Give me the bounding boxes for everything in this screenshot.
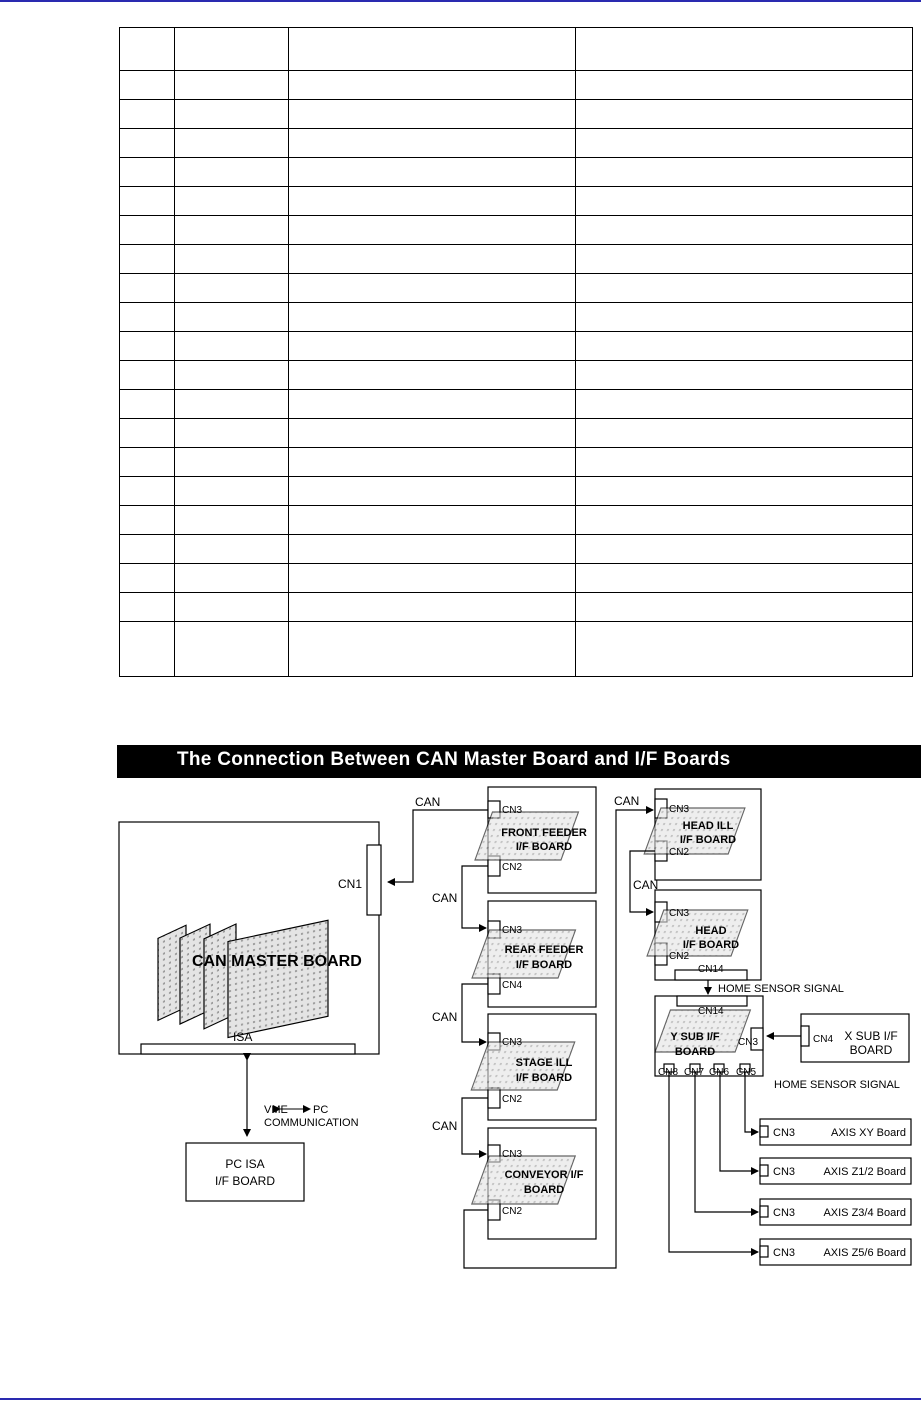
isa-label: ISA [233,1030,253,1044]
ys-cn3: CN3 [738,1037,759,1048]
st-cn2: CN2 [502,1094,523,1105]
diagram-labels [192,794,906,1259]
axis-xy-label: AXIS XY Board [830,1127,906,1139]
cv-line2: BOARD [523,1184,565,1196]
hd-cn14: CN14 [698,964,724,975]
ys-cn6: CN6 [709,1067,730,1078]
xs-line2: BOARD [849,1043,893,1057]
can-label-3: CAN [432,1010,458,1024]
can-label-6: CAN [633,878,659,892]
comm-line2: COMMUNICATION [264,1117,359,1129]
master-board-label: CAN MASTER BOARD [192,953,362,970]
footer-rule [0,1398,921,1400]
cv-line1: CONVEYOR I/F [504,1169,584,1181]
cn1-label: CN1 [338,877,363,891]
pc-isa-board [186,1143,304,1201]
home-sensor-2: HOME SENSOR SIGNAL [774,1079,900,1091]
hi-cn2: CN2 [669,847,690,858]
hi-line2: I/F BOARD [679,834,737,846]
hd-cn2: CN2 [669,951,690,962]
ff-line1: FRONT FEEDER [501,827,587,839]
comm-vme: VME [264,1104,288,1116]
axis-z56-label: AXIS Z5/6 Board [823,1247,906,1259]
axis-z56-cn: CN3 [773,1247,796,1259]
cv-cn2: CN2 [502,1206,523,1217]
axis-z12-label: AXIS Z1/2 Board [823,1166,906,1178]
xs-cn4: CN4 [813,1034,834,1045]
pc-isa-line2: I/F BOARD [214,1174,276,1188]
st-cn3: CN3 [502,1037,523,1048]
comm-pc: PC [313,1104,329,1116]
hi-cn3: CN3 [669,804,690,815]
xs-line1: X SUB I/F [844,1029,898,1043]
ys-cn7: CN7 [684,1067,705,1078]
rf-cn3: CN3 [502,925,523,936]
hi-line1: HEAD ILL [682,820,734,832]
rf-line2: I/F BOARD [515,959,573,971]
can-master-board [119,822,381,1054]
ys-cn5: CN5 [736,1067,757,1078]
ys-line2: BOARD [674,1046,716,1058]
axis-z12-cn: CN3 [773,1166,796,1178]
axis-z34-cn: CN3 [773,1207,796,1219]
ff-cn3: CN3 [502,805,523,816]
home-sensor-1: HOME SENSOR SIGNAL [718,983,844,995]
axis-connections [669,1072,758,1252]
cv-cn3: CN3 [502,1149,523,1160]
rf-cn4: CN4 [502,980,523,991]
st-line1: STAGE ILL [515,1057,573,1069]
master-board-illustration [158,920,328,1037]
can-label-4: CAN [432,1119,458,1133]
ys-cn14: CN14 [698,1006,724,1017]
hd-line2: I/F BOARD [682,939,740,951]
can-label-5: CAN [614,794,640,808]
front-feeder-board [475,787,596,893]
ys-cn8: CN8 [658,1067,679,1078]
axis-z34-label: AXIS Z3/4 Board [823,1207,906,1219]
st-line2: I/F BOARD [515,1072,573,1084]
ys-line1: Y SUB I/F [670,1031,720,1043]
hd-cn3: CN3 [669,908,690,919]
pc-isa-line1: PC ISA [225,1157,265,1171]
can-label-1: CAN [415,795,441,809]
diagram-title: The Connection Between CAN Master Board and I/F Boards [177,749,731,770]
rf-line1: REAR FEEDER [504,944,584,956]
ff-line2: I/F BOARD [515,841,573,853]
ff-cn2: CN2 [502,862,523,873]
hd-line1: HEAD [695,925,727,937]
axis-board-boxes [760,1119,911,1265]
can-label-2: CAN [432,891,458,905]
axis-xy-cn: CN3 [773,1127,796,1139]
